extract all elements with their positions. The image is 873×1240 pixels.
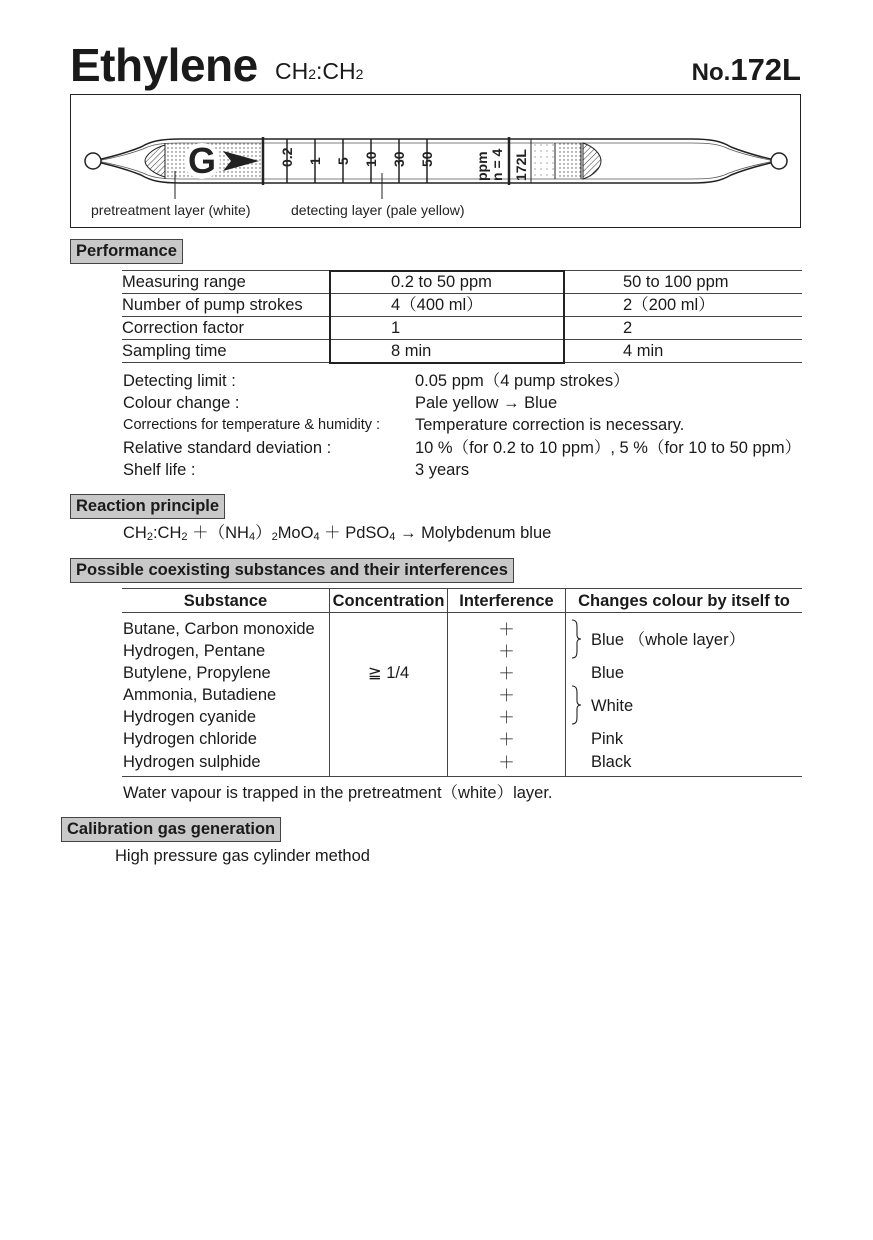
table-rule xyxy=(122,588,802,589)
interference-mark: ＋ xyxy=(498,687,515,705)
gas-formula: CH2:CH2 xyxy=(275,58,364,84)
substance-item: Hydrogen, Pentane xyxy=(123,642,266,660)
scale-mark: 50 xyxy=(419,151,435,167)
scale-mark: 0.2 xyxy=(279,147,295,167)
row-label: Correction factor xyxy=(122,317,329,340)
row-label: Number of pump strokes xyxy=(122,294,329,317)
interference-mark: ＋ xyxy=(498,643,515,661)
cell-range-a: 4（400 ml） xyxy=(329,294,563,317)
performance-table xyxy=(122,270,802,363)
tube-strokes: n = 4 xyxy=(489,148,505,181)
scale-mark: 5 xyxy=(335,157,351,165)
interference-mark: ＋ xyxy=(498,731,515,749)
scale-mark: 30 xyxy=(391,151,407,167)
substance-item: Butane, Carbon monoxide xyxy=(123,620,315,638)
column-header-substance: Substance xyxy=(183,592,268,610)
detail-value: 10 %（for 0.2 to 10 ppm）, 5 %（for 10 to 50 ppm） xyxy=(415,439,802,457)
column-header-interference: Interference xyxy=(459,592,554,610)
table-row xyxy=(122,271,802,294)
interference-mark: ＋ xyxy=(498,709,515,727)
cell-range-b: 2 xyxy=(563,317,802,340)
substance-item: Hydrogen sulphide xyxy=(123,753,261,771)
table-rule xyxy=(122,612,802,613)
table-rule xyxy=(122,776,802,777)
colour-change-value: Pink xyxy=(591,730,624,748)
substance-item: Ammonia, Butadiene xyxy=(123,686,277,704)
table-row xyxy=(122,340,802,363)
cell-range-a: 1 xyxy=(329,317,563,340)
substance-item: Hydrogen chloride xyxy=(123,730,257,748)
row-label: Measuring range xyxy=(122,271,329,294)
detail-label: Shelf life : xyxy=(123,461,196,479)
detail-label: Colour change : xyxy=(123,394,240,412)
detail-value: 3 years xyxy=(415,461,470,479)
substance-item: Butylene, Propylene xyxy=(123,664,271,682)
detail-label: Relative standard deviation : xyxy=(123,439,332,457)
column-header-colour-change: Changes colour by itself to xyxy=(578,592,790,610)
model-number: No.172L xyxy=(691,52,801,87)
tube-unit: ppm xyxy=(474,151,490,181)
column-header-concentration: Concentration xyxy=(332,592,445,610)
gas-name-title: Ethylene xyxy=(70,39,258,91)
table-row xyxy=(122,317,802,340)
tube-code: 172L xyxy=(513,149,529,181)
reaction-heading: Reaction principle xyxy=(70,494,225,519)
grouping-brace-icon xyxy=(570,618,584,728)
cell-range-a: 8 min xyxy=(329,340,563,363)
colour-change-value: White xyxy=(591,697,634,715)
interference-mark: ＋ xyxy=(498,621,515,639)
cell-range-b: 4 min xyxy=(563,340,802,363)
table-row xyxy=(122,294,802,317)
tube-logo: G xyxy=(187,140,217,181)
calibration-method: High pressure gas cylinder method xyxy=(115,847,370,865)
interferences-heading: Possible coexisting substances and their interferences xyxy=(70,558,514,583)
scale-mark: 1 xyxy=(307,157,323,165)
scale-mark: 10 xyxy=(363,151,379,167)
water-vapour-note: Water vapour is trapped in the pretreatment（white）layer. xyxy=(123,784,553,802)
detail-value: Pale yellow → Blue xyxy=(415,394,558,412)
cell-range-b: 2（200 ml） xyxy=(563,294,802,317)
detail-label: Detecting limit : xyxy=(123,372,236,390)
colour-change-value: Blue xyxy=(591,664,625,682)
colour-change-value: Blue （whole layer） xyxy=(591,631,746,649)
row-label: Sampling time xyxy=(122,340,329,363)
colour-change-value: Black xyxy=(591,753,632,771)
cell-range-b: 50 to 100 ppm xyxy=(563,271,802,294)
detail-label: Corrections for temperature & humidity : xyxy=(123,417,381,433)
concentration-value: ≧ 1/4 xyxy=(367,664,410,682)
detector-tube-illustration xyxy=(71,95,802,229)
calibration-heading: Calibration gas generation xyxy=(61,817,281,842)
cell-range-a: 0.2 to 50 ppm xyxy=(329,271,563,294)
interference-mark: ＋ xyxy=(498,754,515,772)
detecting-layer-label: detecting layer (pale yellow) xyxy=(291,202,465,218)
substance-item: Hydrogen cyanide xyxy=(123,708,256,726)
tube-diagram-box xyxy=(70,94,801,228)
reaction-equation: $CH_2:CH_2 +(NH_4)_2MoO_4$ ＋ PdSO$_4$ → Molybdenum blue xyxy=(123,524,552,543)
pretreatment-layer-label: pretreatment layer (white) xyxy=(91,202,251,218)
detail-value: Temperature correction is necessary. xyxy=(415,416,685,434)
interference-mark: ＋ xyxy=(498,665,515,683)
column-divider xyxy=(565,588,566,776)
detail-value: 0.05 ppm（4 pump strokes） xyxy=(415,372,630,390)
performance-heading: Performance xyxy=(70,239,183,264)
